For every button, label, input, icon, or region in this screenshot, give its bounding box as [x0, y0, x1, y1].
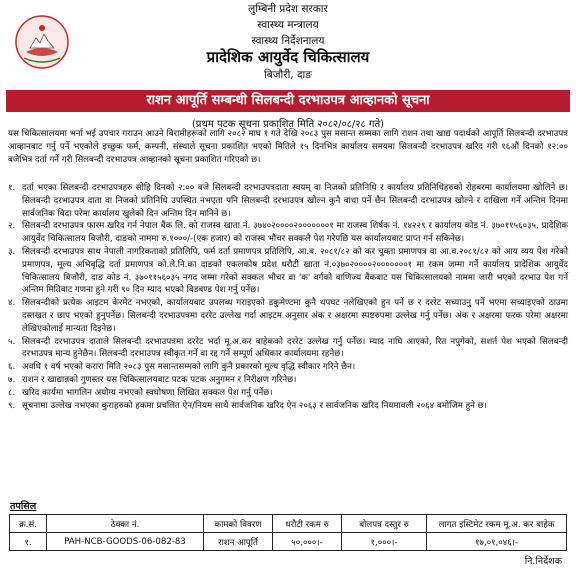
intro-paragraph: यस चिकित्सालयमा भर्ना भई उपचार गराउन आउने बिरामीहरूको लागि २०८२ माघ १ गते देखि २०८३ पुस मसान्त सम्मका लागि राशन तथा खाद्य पदार्थको आपूर्ति सिलबन्दी दरभाउपत्र आव्हानबाट गर्नु पर्ने भएकोले इच्छुक फर्म, कम्पनी, संस्थाले सूचना प्रकाशित भएको मितिले १५ दिनभित्र कार्यालय समयमा सिलबन्दी दरभाउपत्र खरिद गरी १६औं दिनको १२:०० बजेभित्र दर्ता गर्ने गरी सिलबन्दी दरभाउपत्र आव्हानको सूचना प्रकाशित गरिएको छ। [8, 129, 568, 165]
table-cell: ५०,०००।- [273, 533, 342, 551]
directorate-name: स्वास्थ्य निर्देशनालय [251, 35, 325, 47]
column-header: क्र.सं. [10, 515, 47, 533]
conditions-list [8, 182, 568, 412]
schedule-label: तपसिल [10, 501, 37, 512]
column-header: बोलपत्र दस्तुर रु [342, 515, 427, 533]
condition-item: ६. अवधि १ वर्ष भएको करारा मिति २०८३ पुस मसान्तसम्मको लागि कुनै प्रकारको मूल्य वृद्धि स्वीकार गरिने छैन। [8, 362, 356, 373]
table-cell: १. [10, 533, 47, 551]
condition-item: १. दर्ता भएका सिलबन्दी दरभाउपत्रहरु सोहि दिनको २:०० बजे सिलबन्दी दरभाउपत्रदाता स्वयम् वा निजको प्रतिनिधि र कार्यालय प्रतिनिधिहरुको रोहबरमा कार्यालयमा खोलिने छ। सिलबन्दी दरभाउपत्र दाता वा निजको प्रतिनिधि उपस्थित नभएता पनि सिलबन्दी दरभाउपत्र खोल्न कुनै बाधा पर्ने छैन सिलबन्दी दरभाउपत्र खोल्ने र दाखिला गर्ने अन्तिम दिनमा सार्वजनिक बिदा परेमा कार्यालय खुलेको दिन अन्तिम दिन मानिने छ। [8, 183, 568, 219]
table-header-row [10, 515, 567, 533]
govt-name: लुम्बिनी प्रदेश सरकार [248, 3, 328, 15]
publication-note: (प्रथम पटक सूचना प्रकाशित मिति २०८२/०८/२८ गते) [191, 119, 385, 130]
notice-title-banner: राशन आपूर्ति सम्बन्धी सिलबन्दी दरभाउपत्र आव्हानको सूचना [6, 90, 570, 112]
table-cell: PAH-NCB-GOODS-06-082-83 [47, 533, 204, 551]
column-header: धरौटी रकम रु [273, 515, 342, 533]
table-cell: राशन आपूर्ति [204, 533, 273, 551]
signature-title: नि.निर्देशक [524, 556, 562, 567]
office-address: बिजौरी, दाङ [264, 69, 312, 81]
table-cell: १७,०१,०४६।- [427, 533, 567, 551]
condition-item: ९. सूचनामा उल्लेख नभएका कुराहरुको हकमा प्रचलित ऐन/नियम साथै सार्वजनिक खरिद ऐन २०६३ र सार्वजनिक खरिद नियमावली २०६४ बमोजिम हुने छ। [8, 400, 487, 411]
table-cell: १,०००।- [342, 533, 427, 551]
office-name: प्रादेशिक आयुर्वेद चिकित्सालय [206, 48, 370, 66]
column-header: कामको विवरण [204, 515, 273, 533]
column-header: लागत इस्टिमेट रकम मू.अ. कर बाहेक [427, 515, 567, 533]
condition-item: ५. सिलबन्दी दरभाउपत्र दाताले सिलबन्दी दरभाउपत्रमा दररेट भर्दा मू.अ.कर बाहेकको दररेट उल्लेख गर्नु पर्नेछ। म्याद नाघि आएको, रित नपुगेको, सशर्त पेश भएको सिलबन्दी दरभाउपत्र मान्य हुनेछैन। सिलबन्दी दरभाउपत्र स्वीकृत गर्ने वा रद्द गर्ने सम्पूर्ण अधिकार कार्यालयमा रहनेछ। [8, 336, 568, 360]
table-row [10, 533, 567, 551]
condition-item: ७. राशन र खाद्यान्नको गुणस्तर यस चिकित्सालयबाट पटक पटक अनुगमन र निरीक्षण गरिनेछ। [8, 374, 297, 385]
condition-item: ३. सिलबन्दी दरभाउपत्र साथ नेपाली नागरिकताको प्रतिलिपि, फर्म दर्ता प्रमाणपत्र प्रतिलिपि, आ.ब. २०८१/८२ को कर चुक्ता प्रमाणपत्र वा आ.व.२०८१/८२ को आय व्यय पेश गरेको प्रमाणपत्र, मूल्य अभिबृद्धि दर्ता प्रमाणपत्र को.ले.नि.का दाङको एकलकोष प्रदेश धरौटी खाता नं.०३७०२००००२०००००००१ मा रकम जम्मा गर्ने कार्यालय प्रादेशिक आयुर्वेद चिकित्सालय बिजौरी, दाङ कोड नं. ३७०११५६०३५ नगद जम्मा गरेको सक्कल भौचर वा 'क' वर्गको बाणिज्य बैंकबाट यस चिकित्सालयको नाममा जारी भएको दरभाउ पेश गर्ने अन्तिम मितिबाट गणना हुने गरी ९० दिन म्याद भएको बिडबण्ड पेश गर्नु पर्नेछ। [8, 246, 568, 296]
condition-item: २. सिलबन्दी दरभाउपत्र फारम खरिद गर्न नेपाल बैंक लि. को राजस्व खाता नं. ३७४०२००००२०००००००१ मा राजस्व शिर्षक नं. १४२२९ र कार्यालय कोड नं. ३७०११५६०३५, प्रादेशिक आयुर्वेद चिकित्सालय बिजौरी, दाङको नाममा रु.१०००/-(एक हजार) को राजस्व भौचर सक्कलै पेश गरेपछि यस कार्यालयबाट प्राप्त गर्न सकिनेछ। [8, 221, 568, 245]
ministry-name: स्वास्थ्य मन्त्रालय [257, 19, 319, 31]
schedule-table [9, 514, 567, 551]
condition-item: ४. सिलबन्दीको प्रत्येक आइटम केरमेट नभएको, कार्यालयबाट उपलब्ध गराइएको डकुमेण्टमा कुनै थपघट नलेखिएको हुन पर्ने छ र दररेट सच्याउनु पर्ने भएमा सच्याइएको ठाउमा दस्तखत र छाप भएको हुनुपर्नेछ। सिलबन्दी दरभाउपत्रमा दररेट उल्लेख गर्दा आइटम अनुसार अंक र अक्षरमा स्पष्टरुपमा उल्लेख गर्नु पर्नेछ। अंक र अक्षरमा फरक परेमा अक्षरमा लेखिएकोलाई मान्यता दिइनेछ। [8, 298, 568, 334]
column-header: ठेक्का नं. [47, 515, 204, 533]
condition-item: ८. खरिद कार्यमा भागलिन अयोग्य नभएको स्वघोषणा लिखित सक्कल पेश गर्नु पर्नेछ। [8, 387, 273, 398]
